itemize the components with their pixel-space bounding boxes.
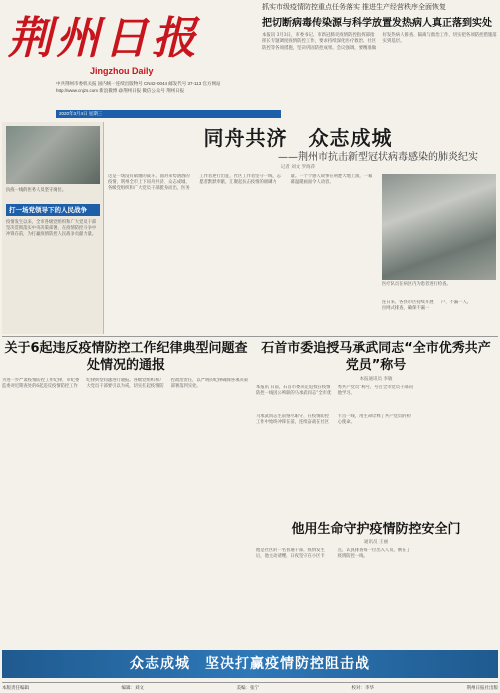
story2-title[interactable]: 石首市委追授马承武同志“全市优秀共产党员”称号 — [261, 341, 491, 373]
top-news-body: 本报讯 3月3日，市委书记、市新冠肺炎疫情防控指挥部指挥长专题调度疫情防控工作，要求持续深化医疗救治、社区防控等各项措施，坚决巩固防控成果。会议强调，要精准做好发热病人排查、隔离与救治工作，切实把各项防控措施落实到基层。 — [262, 33, 497, 51]
story-life-guardian — [256, 518, 496, 644]
top-news-kicker: 抓实市级疫情防控重点任务落实 推进生产经营秩序全面恢复 — [262, 4, 446, 11]
section-divider — [2, 336, 498, 337]
story2-continued: 马承武同志生前恪尽职守，在疫情防控工作中始终冲锋在前，连续奋战在社区卡点一线，用生命诠释了共产党员的初心使命。 — [256, 414, 411, 426]
story1-title[interactable]: 关于6起违反疫情防控工作纪律典型问题查处情况的通报 — [4, 341, 248, 373]
rail-body: 疫情发生以来，全市各级党组织和广大党员干部坚决贯彻落实中央决策部署，在疫情防控斗争中冲锋在前，为打赢疫情防控人民战争贡献力量。 — [6, 220, 97, 238]
left-rail — [2, 122, 104, 334]
footer-item: 荆州日报社出版 — [466, 685, 498, 690]
story-shishou-honor — [256, 340, 496, 412]
story1-body: 为进一步严肃疫情防控工作纪律，市纪委监委对近期查处的6起违反疫情防控工作纪律典型问题进行通报。各级党组织和广大党员干部要引以为戒，切实扛起疫情防控政治责任，以严明的纪律确保各项决策部署落到实处。 — [2, 378, 248, 390]
page-footer — [2, 682, 498, 692]
footer-item: 本版责任编辑 — [2, 685, 29, 690]
story2-body: 本报讯 日前，石首市委决定追授在疫情防控一线因公殉职的马承武同志“全市优秀共产党员”称号，号召全市党员干部向他学习。 — [256, 385, 413, 397]
story2-byline: 本报通讯员 李敏 — [359, 377, 393, 382]
feature-subtitle: ——荆州市抗击新型冠状病毒感染的肺炎纪实 — [278, 152, 478, 163]
footer-item: 校对：李华 — [351, 685, 374, 690]
newspaper-logo-en: Jingzhou Daily — [90, 66, 154, 76]
feature-photo-caption: 医疗队员在病区内为患者进行检查。 — [382, 282, 451, 287]
feature-byline: 记者 刘文 罗海萍 — [280, 165, 316, 170]
story3-title[interactable]: 他用生命守护疫情防控安全门 — [291, 522, 461, 537]
issue-date-bar: 2020年3月4日 星期三 — [56, 110, 281, 118]
feature-photo — [382, 174, 496, 280]
masthead-info: 中共荆州市委机关报 国内统一连续出版物号 CN42-0044 邮发代号 37-113 官方网站 http://www.cnjzs.com 新浪微博 @荆州日报 微信公众号 荆州日报 — [56, 81, 221, 93]
masthead — [0, 0, 500, 118]
newspaper-logo: 荆州日报 — [8, 13, 200, 64]
feature-body: 这是一场没有硝烟的战斗。面对来势汹汹的疫情，荆州全市上下同舟共济、众志成城，各级党组织和广大党员干部挺身而出，医务工作者逆行出征，社区工作者坚守一线，志愿者默默奉献，汇聚起抗击疫情的磅礴力量。一个个感人故事在荆楚大地上演，一幕幕温暖画面令人动容。 — [108, 174, 373, 192]
footer-item: 编辑：刘文 — [121, 685, 144, 690]
feature-side-text: 连日来，各县市区持续开展拉网式排查，确保不漏一户、不漏一人。 — [382, 300, 472, 311]
top-news-headline[interactable]: 把切断病毒传染源与科学放置发热病人真正落到实处 — [262, 18, 492, 29]
story-discipline-report — [2, 340, 250, 644]
rail-headline[interactable]: 打一场党领导下的人民战争 — [6, 204, 100, 216]
story3-byline: 通讯员 王丽 — [364, 540, 388, 545]
rail-photo — [6, 126, 100, 184]
top-news-block — [262, 2, 497, 114]
footer-item: 美编：张宁 — [236, 685, 259, 690]
bottom-banner: 众志成城 坚决打赢疫情防控阻击战 — [2, 650, 498, 678]
rail-photo-caption: 抗疫一线的医务人员坚守岗位。 — [6, 188, 67, 193]
feature-title[interactable]: 同舟共济 众志成城 — [203, 126, 393, 150]
feature-story — [108, 122, 496, 346]
story3-body: 他是社区的一名普通干部，疫情发生后，他主动请缨，日夜坚守在小区卡点，认真排查每一位出入人员，倒在了疫情防控一线。 — [256, 548, 411, 560]
